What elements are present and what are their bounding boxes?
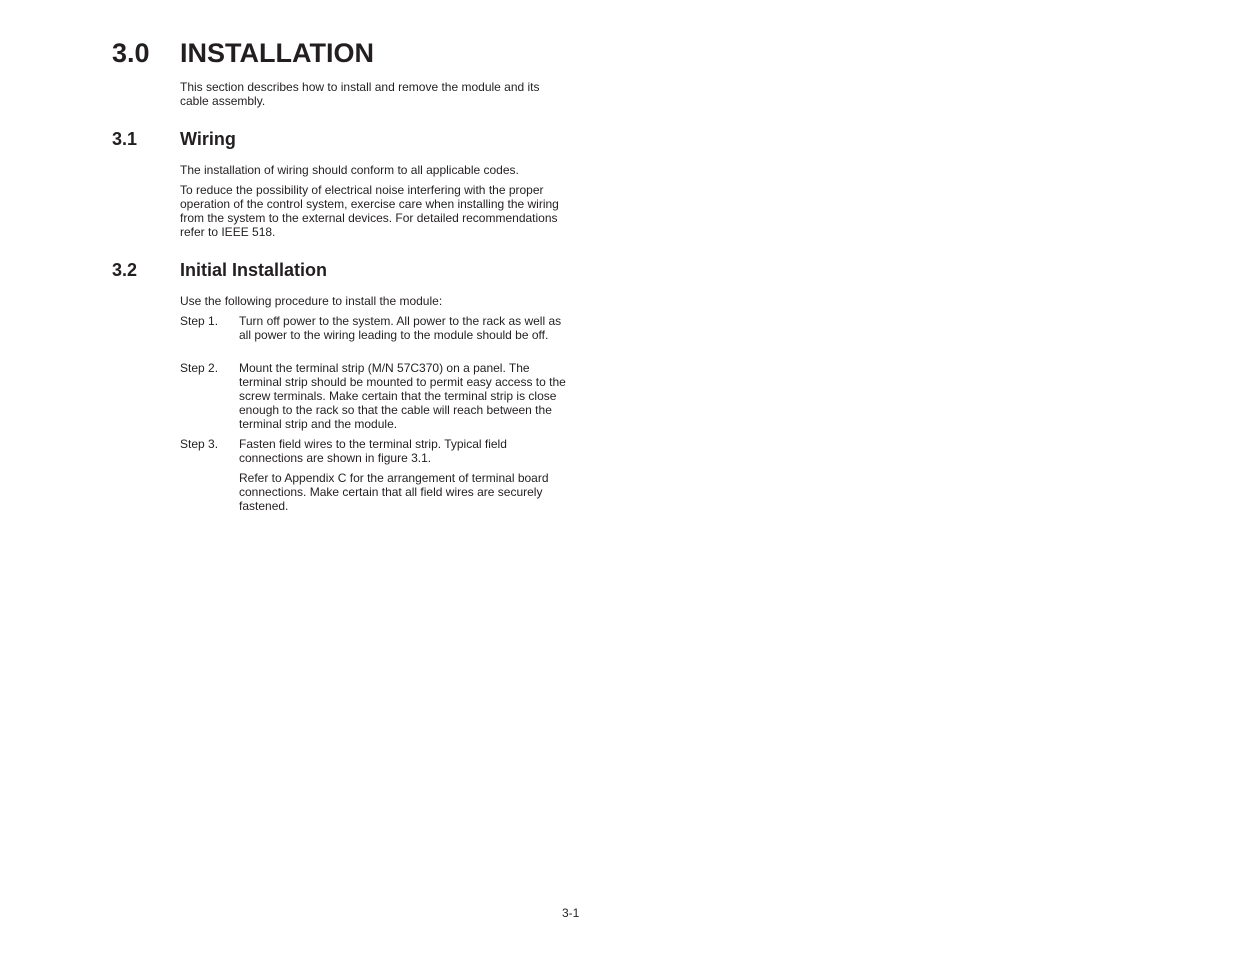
- step-3-note-text: Refer to Appendix C for the arrangement of terminal board connections. Make certain that all field wires are securely fastened.: [239, 471, 549, 513]
- section-title: INSTALLATION: [180, 38, 374, 68]
- wiring-paragraph-2: To reduce the possibility of electrical noise interfering with the proper operation of the control system, exercise care when installing the wiring from the system to the external devices. For detailed recommendations refer to IEEE 518.: [180, 183, 559, 239]
- step-2-label: Step 2.: [180, 361, 219, 375]
- wiring-title: Wiring: [180, 129, 236, 149]
- initial-installation-number: 3.2: [112, 260, 138, 280]
- step-3: [180, 437, 570, 465]
- step-3-note: [180, 471, 570, 513]
- wiring-paragraph-1: The installation of wiring should conform to all applicable codes.: [180, 163, 519, 177]
- step-3-label: Step 3.: [180, 437, 219, 451]
- wiring-number: 3.1: [112, 129, 138, 149]
- initial-installation-title: Initial Installation: [180, 260, 328, 280]
- step-1-label: Step 1.: [180, 314, 219, 328]
- step-2-text: Mount the terminal strip (M/N 57C370) on a panel. The terminal strip should be mounted to permit easy access to the screw terminals. Make certain that the terminal strip is close enough to the rack so that the cable will reach between the terminal strip and the module.: [239, 361, 566, 431]
- section-number: 3.0: [112, 38, 150, 68]
- step-3-text: Fasten field wires to the terminal strip. Typical field connections are shown in figure 3.1.: [239, 437, 507, 465]
- step-2: [180, 361, 570, 431]
- initial-installation-intro: Use the following procedure to install the module:: [180, 294, 443, 308]
- step-1-text: Turn off power to the system. All power to the rack as well as all power to the wiring leading to the module should be off.: [239, 314, 562, 342]
- section-intro: This section describes how to install and remove the module and its cable assembly.: [180, 80, 540, 108]
- page-number: 3-1: [562, 906, 580, 920]
- step-1: [180, 314, 570, 342]
